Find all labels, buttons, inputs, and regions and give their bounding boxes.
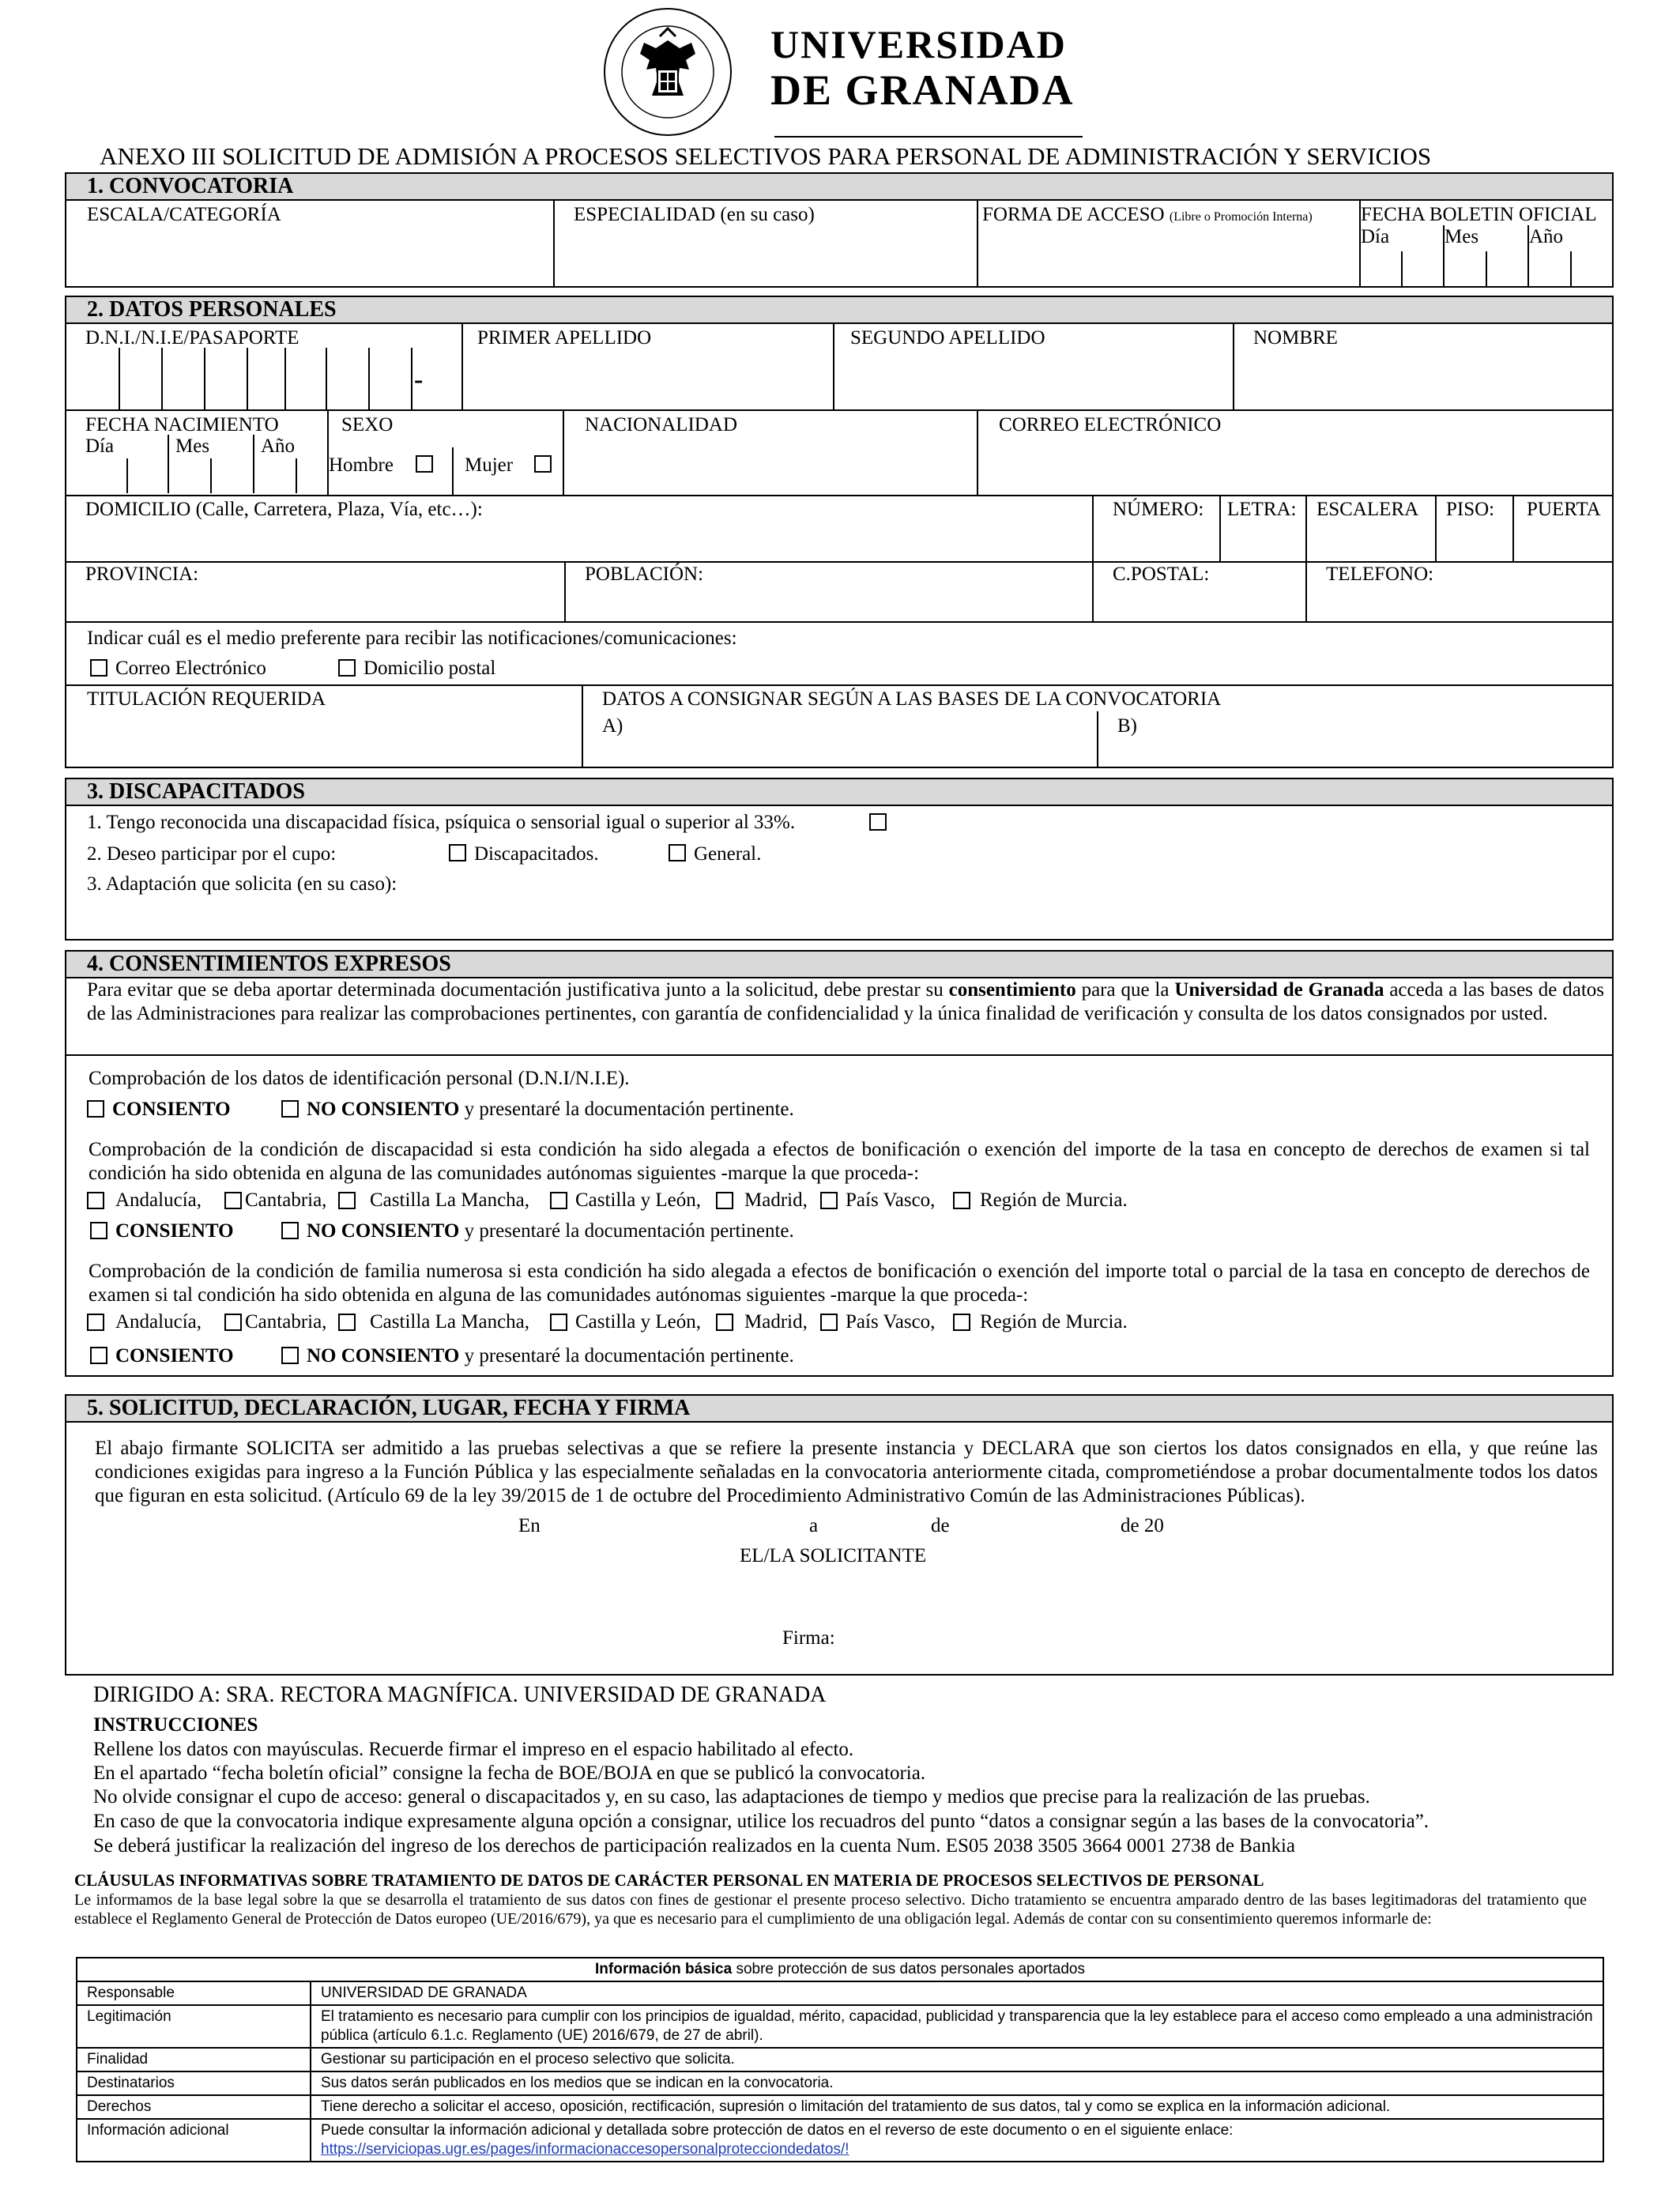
titulacion-field[interactable] (66, 711, 580, 767)
especialidad-label: ESPECIALIDAD (en su caso) (574, 204, 815, 225)
consent1-no-consiento-label (307, 1098, 794, 1122)
university-seal-icon (601, 5, 735, 139)
region-andalucia: Andalucía, (115, 1311, 202, 1333)
provincia-field[interactable] (66, 586, 563, 621)
instruccion-line: En el apartado “fecha boletín oficial” consigne la fecha de BOE/BOJA en que se publicó la convocatoria. (93, 1762, 926, 1784)
region-andalucia: Andalucía, (115, 1189, 202, 1211)
logo-line1: UNIVERSIDAD (770, 22, 1067, 66)
region-castilla-la-mancha-checkbox[interactable] (338, 1192, 356, 1209)
info-value: Puede consultar la información adicional y detallada sobre protección de datos en el reverso de este documento o en el siguiente enlace: (321, 2122, 1234, 2139)
mujer-checkbox[interactable] (534, 455, 552, 473)
no-consiento-text: NO CONSIENTO (307, 1345, 460, 1367)
piso-label: PISO: (1446, 499, 1495, 520)
correo-electronico-option: Correo Electrónico (115, 658, 266, 679)
region-pais-vasco: País Vasco, (846, 1189, 936, 1211)
fecha-de-label: de (931, 1515, 950, 1536)
section-5-header: 5. SOLICITUD, DECLARACIÓN, LUGAR, FECHA Y FIRMA (65, 1394, 1614, 1423)
domicilio-postal-option: Domicilio postal (363, 658, 496, 679)
info-header-rest: sobre protección de sus datos personales aportados (732, 1961, 1085, 1977)
consent2-title: Comprobación de la condición de discapacidad si esta condición ha sido alegada a efectos de bonificación o exención del importe de la tasa en concepto de derechos de examen si tal condición ha sido obtenida en alguna de las comunidades autónomas siguientes -marque la que proceda-: (89, 1139, 1590, 1184)
dni-tick (204, 348, 205, 409)
consent2-no-consiento-label (307, 1220, 794, 1243)
hombre-checkbox[interactable] (416, 455, 433, 473)
dni-dash: - (414, 365, 424, 394)
instruccion-line: Rellene los datos con mayúsculas. Recuerde firmar el impreso en el espacio habilitado al efecto. (93, 1739, 854, 1760)
intro-b: consentimiento (948, 979, 1076, 1001)
firma-label: Firma: (782, 1627, 835, 1649)
region-castilla-y-leon: Castilla y León, (575, 1189, 701, 1211)
nac-dia-label: Día (85, 435, 115, 457)
dni-tick (411, 348, 412, 409)
region-cantabria-checkbox[interactable] (224, 1314, 242, 1331)
fecha-boletin-label: FECHA BOLETIN OFICIAL (1361, 204, 1597, 225)
info-key: Información adicional (77, 2119, 311, 2162)
intro-c: para que la (1075, 979, 1175, 1001)
forma-acceso-text: FORMA DE ACCESO (982, 204, 1165, 225)
table-row (77, 2048, 1603, 2071)
divider (1305, 495, 1307, 563)
escala-label: ESCALA/CATEGORÍA (87, 204, 281, 225)
consent-intro (87, 978, 1604, 1026)
consent3-regions (87, 1310, 1272, 1334)
dni-tick (326, 348, 327, 409)
region-murcia: Región de Murcia. (980, 1189, 1128, 1211)
instruccion-line: Se deberá justificar la realización del ingreso de los derechos de participación realizados en la cuenta Num. ES05 2038 3505 3664 0001 2738 de Bankia (93, 1835, 1296, 1857)
info-header-bold: Información básica (595, 1961, 733, 1977)
info-table-header-row (77, 1958, 1603, 1981)
logo-line2: DE GRANADA (770, 66, 1075, 114)
dni-tick (119, 348, 120, 409)
consent1-no-consiento-checkbox[interactable] (281, 1100, 299, 1118)
clausulas-title: CLÁUSULAS INFORMATIVAS SOBRE TRATAMIENTO DE DATOS DE CARÁCTER PERSONAL EN MATERIA DE PROCESOS SELECTIVOS DE PERSONAL (74, 1871, 1264, 1890)
cupo-discapacitados-checkbox[interactable] (449, 844, 466, 861)
sexo-label: SEXO (341, 414, 394, 435)
info-key: Responsable (77, 1981, 311, 2005)
intro-e: acceda a las bases de datos de las Administraciones para realizar las comprobaciones pertinentes, con garantía de confidencialidad y la única finalidad de verificación y consulta de los datos consignados por usted. (87, 979, 1604, 1024)
datos-a-label: A) (602, 715, 623, 737)
no-consiento-text: NO CONSIENTO (307, 1099, 460, 1120)
info-value: Gestionar su participación en el proceso selectivo que solicita. (311, 2048, 1603, 2071)
divider (1305, 561, 1307, 623)
info-value: Tiene derecho a solicitar el acceso, oposición, rectificación, supresión o limitación del tratamiento de sus datos, tal y como se explica en la información adicional. (311, 2095, 1603, 2119)
dni-field[interactable] (66, 348, 461, 409)
disc-item1: 1. Tengo reconocida una discapacidad física, psíquica o sensorial igual o superior al 33%. (87, 812, 796, 833)
cupo-discapacitados-label: Discapacitados. (474, 843, 599, 865)
presentare-text: y presentaré la documentación pertinente. (459, 1099, 794, 1120)
nac-anio-label: Año (261, 435, 296, 457)
poblacion-field[interactable] (566, 586, 1090, 621)
table-row (77, 2005, 1603, 2048)
divider (1435, 495, 1437, 563)
nombre-field[interactable] (1234, 348, 1612, 409)
info-value: UNIVERSIDAD DE GRANADA (311, 1981, 1603, 2005)
consent3-consiento-label: CONSIENTO (115, 1345, 234, 1367)
letra-label: LETRA: (1227, 499, 1297, 520)
region-pais-vasco: País Vasco, (846, 1311, 936, 1333)
region-madrid-checkbox[interactable] (716, 1314, 733, 1331)
consent1-title: Comprobación de los datos de identificación personal (D.N.I/N.I.E). (89, 1068, 630, 1089)
divider (582, 684, 583, 768)
fecha-nacimiento-field[interactable] (66, 458, 327, 493)
numero-label: NÚMERO: (1113, 499, 1204, 520)
consent1-consiento-label: CONSIENTO (112, 1099, 231, 1120)
segundo-apellido-label: SEGUNDO APELLIDO (850, 327, 1045, 349)
puerta-label: PUERTA (1527, 499, 1601, 520)
no-consiento-text: NO CONSIENTO (307, 1220, 460, 1242)
titulacion-label: TITULACIÓN REQUERIDA (87, 688, 326, 710)
info-key: Finalidad (77, 2048, 311, 2071)
region-madrid: Madrid, (744, 1189, 808, 1211)
intro-a: Para evitar que se deba aportar determinada documentación justificativa junto a la solicitud, debe prestar su (87, 979, 949, 1001)
forma-acceso-note: (Libre o Promoción Interna) (1169, 210, 1313, 224)
disc-33-checkbox[interactable] (869, 813, 887, 831)
divider (1092, 495, 1094, 563)
boletin-anio-label: Año (1529, 226, 1564, 247)
primer-apellido-field[interactable] (463, 348, 831, 409)
dni-tick (368, 348, 370, 409)
divider (327, 409, 329, 495)
consent3-consiento-checkbox[interactable] (90, 1347, 107, 1364)
boletin-date-field[interactable] (1361, 251, 1612, 286)
fecha-de20-label: de 20 (1121, 1515, 1164, 1536)
fecha-nacimiento-label: FECHA NACIMIENTO (85, 414, 279, 435)
region-castilla-y-leon-checkbox[interactable] (550, 1192, 567, 1209)
domicilio-field[interactable] (66, 522, 1090, 561)
region-murcia: Región de Murcia. (980, 1311, 1128, 1333)
solicitante-label: EL/LA SOLICITANTE (740, 1545, 927, 1566)
info-key: Destinatarios (77, 2071, 311, 2095)
consent2-regions (87, 1189, 1272, 1212)
consent1-consiento-checkbox[interactable] (87, 1100, 104, 1118)
dni-tick (161, 348, 163, 409)
divider (1097, 711, 1098, 768)
section-2-header: 2. DATOS PERSONALES (65, 296, 1614, 324)
region-pais-vasco-checkbox[interactable] (820, 1314, 838, 1331)
region-castilla-y-leon-checkbox[interactable] (550, 1314, 567, 1331)
intro-d: Universidad de Granada (1174, 979, 1384, 1001)
presentare-text: y presentaré la documentación pertinente. (459, 1345, 794, 1367)
datos-a-field[interactable] (632, 711, 1095, 767)
info-value-cell (311, 2119, 1603, 2162)
logo-rule (774, 136, 1083, 138)
table-row (77, 2119, 1603, 2162)
section-4-header: 4. CONSENTIMIENTOS EXPRESOS (65, 950, 1614, 978)
domicilio-postal-checkbox[interactable] (338, 659, 356, 677)
instruccion-line: En caso de que la convocatoria indique expresamente alguna opción a consignar, utilice los recuadros del punto “datos a consignar según a las bases de la convocatoria”. (93, 1811, 1430, 1832)
divider (977, 199, 978, 288)
signature-area[interactable] (553, 1573, 1154, 1652)
consent2-consiento-checkbox[interactable] (90, 1222, 107, 1239)
divider (65, 495, 1614, 496)
boletin-mes-label: Mes (1445, 226, 1479, 247)
clausulas-text: Le informamos de la base legal sobre la que se desarrolla el tratamiento de sus datos con fines de gestionar el presente proceso selectivo. Dicho tratamiento se encuentra amparado dentro de las bases legitimadoras del tratamiento que establece el Reglamento General de Protección de Datos europeo (UE/2016/679), ya que es necesario para el cumplimiento de una obligación legal. Además de contar con su consentimiento queremos informarle de: (74, 1891, 1587, 1928)
consent3-title: Comprobación de la condición de familia numerosa si esta condición ha sido alegada a efectos de bonificación o exención del importe total o parcial de la tasa en concepto de derechos de examen si tal condición ha sido obtenida en alguna de las comunidades autónomas siguientes -marque la que proceda-: (89, 1261, 1590, 1306)
dirigido-a: DIRIGIDO A: SRA. RECTORA MAGNÍFICA. UNIVERSIDAD DE GRANADA (93, 1683, 827, 1707)
divider (1092, 561, 1094, 623)
region-andalucia-checkbox[interactable] (87, 1192, 104, 1209)
region-andalucia-checkbox[interactable] (87, 1314, 104, 1331)
datos-b-label: B) (1117, 715, 1137, 737)
region-cantabria-checkbox[interactable] (224, 1192, 242, 1209)
proteccion-datos-link[interactable]: https://serviciopas.ugr.es/pages/informacionaccesopersonalprotecciondedatos/! (321, 2141, 849, 2158)
domicilio-label: DOMICILIO (Calle, Carretera, Plaza, Vía, etc…): (85, 499, 483, 520)
mujer-label: Mujer (465, 454, 514, 476)
info-key: Derechos (77, 2095, 311, 2119)
dni-tick (284, 348, 286, 409)
region-castilla-la-mancha-checkbox[interactable] (338, 1314, 356, 1331)
escalera-label: ESCALERA (1317, 499, 1419, 520)
medio-notificacion-label: Indicar cuál es el medio preferente para recibir las notificaciones/comunicaciones: (87, 628, 737, 649)
nac-mes-label: Mes (175, 435, 210, 457)
datos-b-field[interactable] (1146, 711, 1610, 767)
dni-label: D.N.I./N.I.E/PASAPORTE (85, 327, 299, 349)
region-murcia-checkbox[interactable] (953, 1192, 970, 1209)
region-madrid: Madrid, (744, 1311, 808, 1333)
info-value: Sus datos serán publicados en los medios que se indican en la convocatoria. (311, 2071, 1603, 2095)
divider (1512, 495, 1514, 563)
section-1-header: 1. CONVOCATORIA (65, 172, 1614, 201)
region-cantabria: Cantabria, (245, 1311, 327, 1333)
info-basica-table (76, 1957, 1604, 2162)
hombre-label: Hombre (329, 454, 394, 476)
fecha-a-label: a (809, 1515, 819, 1536)
dni-tick (247, 348, 248, 409)
poblacion-label: POBLACIÓN: (585, 564, 704, 585)
info-key: Legitimación (77, 2005, 311, 2048)
cpostal-label: C.POSTAL: (1113, 564, 1210, 585)
divider (553, 199, 555, 288)
divider (65, 621, 1614, 623)
table-row (77, 1981, 1603, 2005)
divider (65, 409, 1614, 411)
disc-item2: 2. Deseo participar por el cupo: (87, 843, 337, 865)
region-madrid-checkbox[interactable] (716, 1192, 733, 1209)
instrucciones-title: INSTRUCCIONES (93, 1714, 258, 1736)
solicitud-text: El abajo firmante SOLICITA ser admitido a las pruebas selectivas a que se refiere la presente instancia y DECLARA que son ciertos los datos consignados en ella, y que reúne las condiciones exigidas para ingreso a la Función Pública y las especialmente señaladas en la convocatoria anteriormente citada, comprometiéndose a probar documentalmente todos los datos que figuran en esta solicitud. (Artículo 69 de la ley 39/2015 de 1 de octubre del Procedimiento Administrativo Común de las Administraciones Públicas). (95, 1438, 1598, 1506)
lugar-en-label: En (518, 1515, 541, 1536)
correo-label: CORREO ELECTRÓNICO (999, 414, 1222, 435)
table-row (77, 2095, 1603, 2119)
disc-item3: 3. Adaptación que solicita (en su caso): (87, 873, 397, 895)
info-value: El tratamiento es necesario para cumplir con los principios de igualdad, mérito, capacidad, publicidad y transparencia que la ley establece para el acceso como empleado a una administración pública (artículo 6.1.c. Reglamento (UE) 2016/679, de 27 de abril). (311, 2005, 1603, 2048)
forma-acceso-label (982, 203, 1313, 229)
segundo-apellido-field[interactable] (834, 348, 1231, 409)
presentare-text: y presentaré la documentación pertinente. (459, 1220, 794, 1242)
nacionalidad-field[interactable] (564, 436, 975, 493)
consent2-no-consiento-checkbox[interactable] (281, 1222, 299, 1239)
region-murcia-checkbox[interactable] (953, 1314, 970, 1331)
divider (1219, 495, 1221, 563)
region-cantabria: Cantabria, (245, 1189, 327, 1211)
consent3-no-consiento-label (307, 1344, 794, 1368)
section-3-header: 3. DISCAPACITADOS (65, 778, 1614, 806)
region-castilla-y-leon: Castilla y León, (575, 1311, 701, 1333)
cupo-general-checkbox[interactable] (669, 844, 686, 861)
consent3-no-consiento-checkbox[interactable] (281, 1347, 299, 1364)
divider (65, 684, 1614, 686)
region-castilla-la-mancha: Castilla La Mancha, (370, 1189, 530, 1211)
nombre-label: NOMBRE (1253, 327, 1338, 349)
telefono-label: TELEFONO: (1326, 564, 1434, 585)
nacionalidad-label: NACIONALIDAD (585, 414, 738, 435)
region-pais-vasco-checkbox[interactable] (820, 1192, 838, 1209)
boletin-dia-label: Día (1361, 226, 1390, 247)
correo-electronico-checkbox[interactable] (90, 659, 107, 677)
form-title: ANEXO III SOLICITUD DE ADMISIÓN A PROCESOS SELECTIVOS PARA PERSONAL DE ADMINISTRACIÓN Y SERVICIOS (100, 142, 1432, 170)
primer-apellido-label: PRIMER APELLIDO (477, 327, 652, 349)
table-row (77, 2071, 1603, 2095)
datos-bases-label: DATOS A CONSIGNAR SEGÚN A LAS BASES DE LA CONVOCATORIA (602, 688, 1222, 710)
correo-field[interactable] (978, 436, 1612, 493)
provincia-label: PROVINCIA: (85, 564, 199, 585)
consent2-consiento-label: CONSIENTO (115, 1220, 234, 1242)
divider (65, 1054, 1614, 1056)
divider (452, 447, 454, 495)
info-table-header (77, 1958, 1603, 1981)
university-logo (601, 5, 1090, 139)
adaptacion-field[interactable] (87, 898, 1604, 937)
instruccion-line: No olvide consignar el cupo de acceso: general o discapacitados y, en su caso, las adaptaciones de tiempo y medios que precise para la realización de las pruebas. (93, 1786, 1370, 1808)
cupo-general-label: General. (694, 843, 762, 865)
region-castilla-la-mancha: Castilla La Mancha, (370, 1311, 530, 1333)
